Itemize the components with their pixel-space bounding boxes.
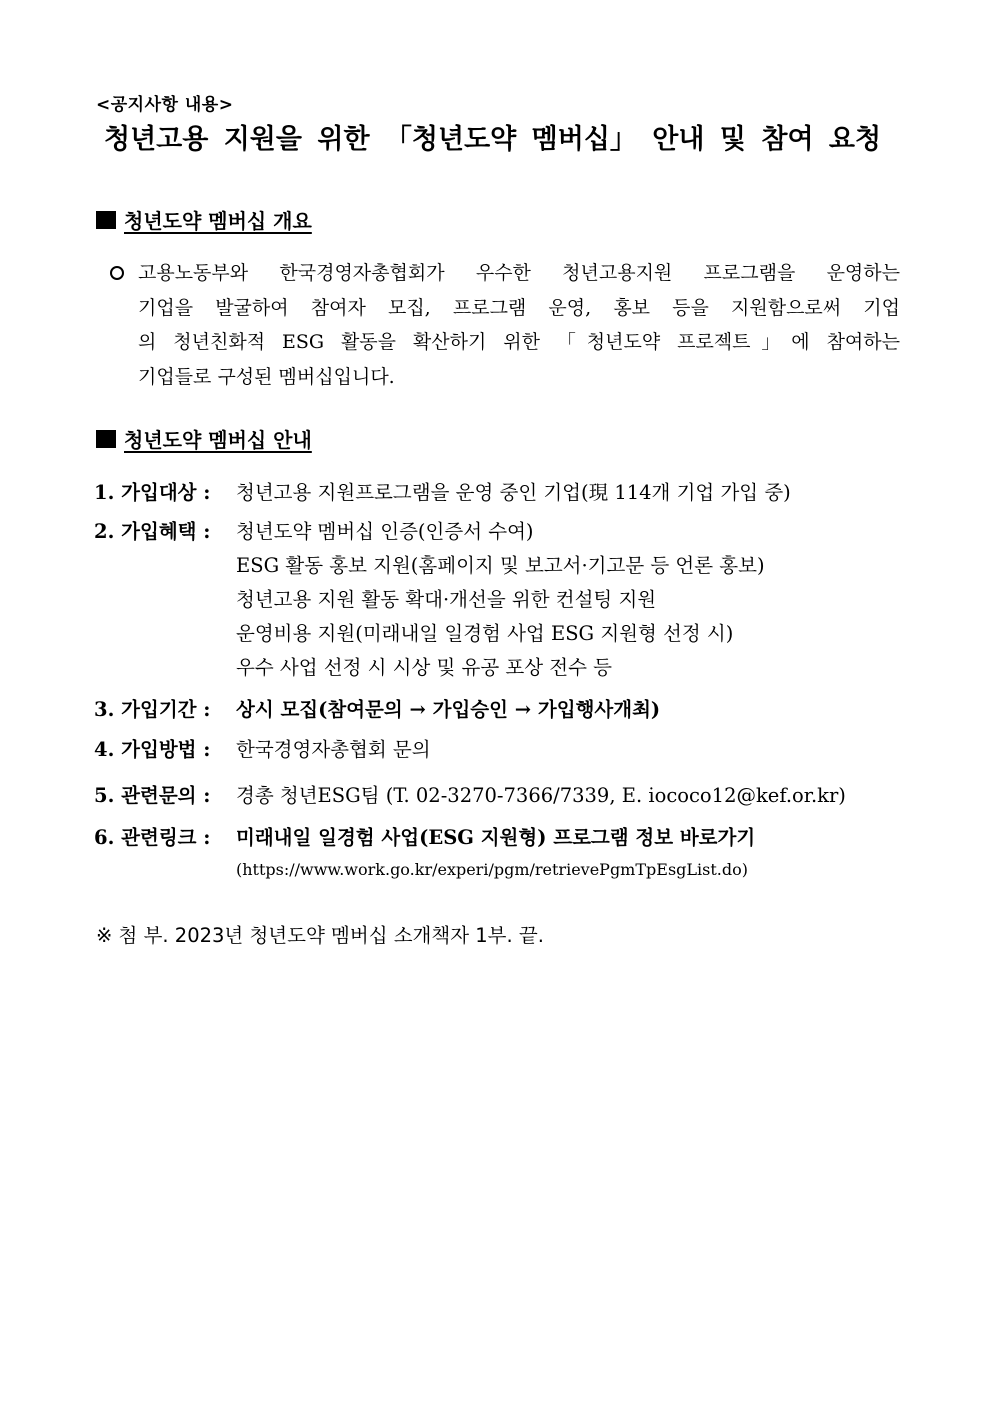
- notice-label: <공지사항 내용>: [96, 95, 234, 115]
- program-info-link[interactable]: 미래내일 일경험 사업(ESG 지원형) 프로그램 정보 바로가기: [236, 826, 756, 849]
- list-item-target: [94, 477, 791, 505]
- item-label: 1. 가입대상 :: [94, 481, 211, 504]
- item-value: 청년도약 멤버십 인증(인증서 수여): [236, 520, 534, 543]
- overview-line: 기업들로 구성된 멤버십입니다.: [138, 365, 395, 388]
- overview-line: 고용노동부와 한국경영자총협회가 우수한 청년고용지원 프로그램을 운영하는: [138, 262, 900, 284]
- benefit-line: 청년고용 지원 활동 확대·개선을 위한 컨설팅 지원: [236, 588, 657, 611]
- list-item-period: [94, 694, 660, 722]
- black-square-icon: [96, 211, 116, 229]
- attachment-note: ※ 첨 부. 2023년 청년도약 멤버십 소개책자 1부. 끝.: [96, 924, 544, 947]
- circle-bullet-icon: [110, 266, 124, 280]
- item-value: 상시 모집(참여문의 → 가입승인 → 가입행사개최): [236, 698, 661, 721]
- list-item-benefits: [94, 516, 534, 544]
- list-item-link: [94, 822, 755, 850]
- item-value: 한국경영자총협회 문의: [236, 738, 431, 761]
- program-url[interactable]: (https://www.work.go.kr/experi/pgm/retrievePgmTpEsgList.do): [236, 860, 748, 879]
- item-label: 4. 가입방법 :: [94, 738, 211, 761]
- section-heading-guide: [96, 424, 312, 453]
- section-heading-overview: [96, 205, 312, 234]
- overview-paragraph: [108, 256, 900, 394]
- benefit-line: 운영비용 지원(미래내일 일경험 사업 ESG 지원형 선정 시): [236, 622, 734, 645]
- benefit-line: ESG 활동 홍보 지원(홈페이지 및 보고서·기고문 등 언론 홍보): [236, 554, 765, 577]
- item-label: 6. 관련링크 :: [94, 826, 211, 849]
- benefit-line: 우수 사업 선정 시 시상 및 유공 포상 전수 등: [236, 656, 613, 679]
- item-value: 청년고용 지원프로그램을 운영 중인 기업(現 114개 기업 가입 중): [236, 481, 791, 504]
- overview-line: 기업을 발굴하여 참여자 모집, 프로그램 운영, 홍보 등을 지원함으로써 기업: [138, 296, 900, 319]
- item-label: 5. 관련문의 :: [94, 784, 211, 807]
- section-heading-text: 청년도약 멤버십 개요: [124, 209, 312, 233]
- section-heading-text: 청년도약 멤버십 안내: [124, 428, 312, 452]
- overview-line: 의 청년친화적 ESG 활동을 확산하기 위한 「청년도약 프로젝트」에 참여하는: [138, 331, 900, 353]
- black-square-icon: [96, 430, 116, 448]
- page-title: 청년고용 지원을 위한 「청년도약 멤버십」 안내 및 참여 요청: [104, 124, 882, 155]
- item-label: 3. 가입기간 :: [94, 698, 211, 721]
- item-label: 2. 가입혜택 :: [94, 520, 211, 543]
- list-item-method: [94, 734, 431, 762]
- item-value: 경총 청년ESG팀 (T. 02-3270-7366/7339, E. iococo12@kef.or.kr): [236, 784, 846, 807]
- list-item-contact: [94, 780, 846, 808]
